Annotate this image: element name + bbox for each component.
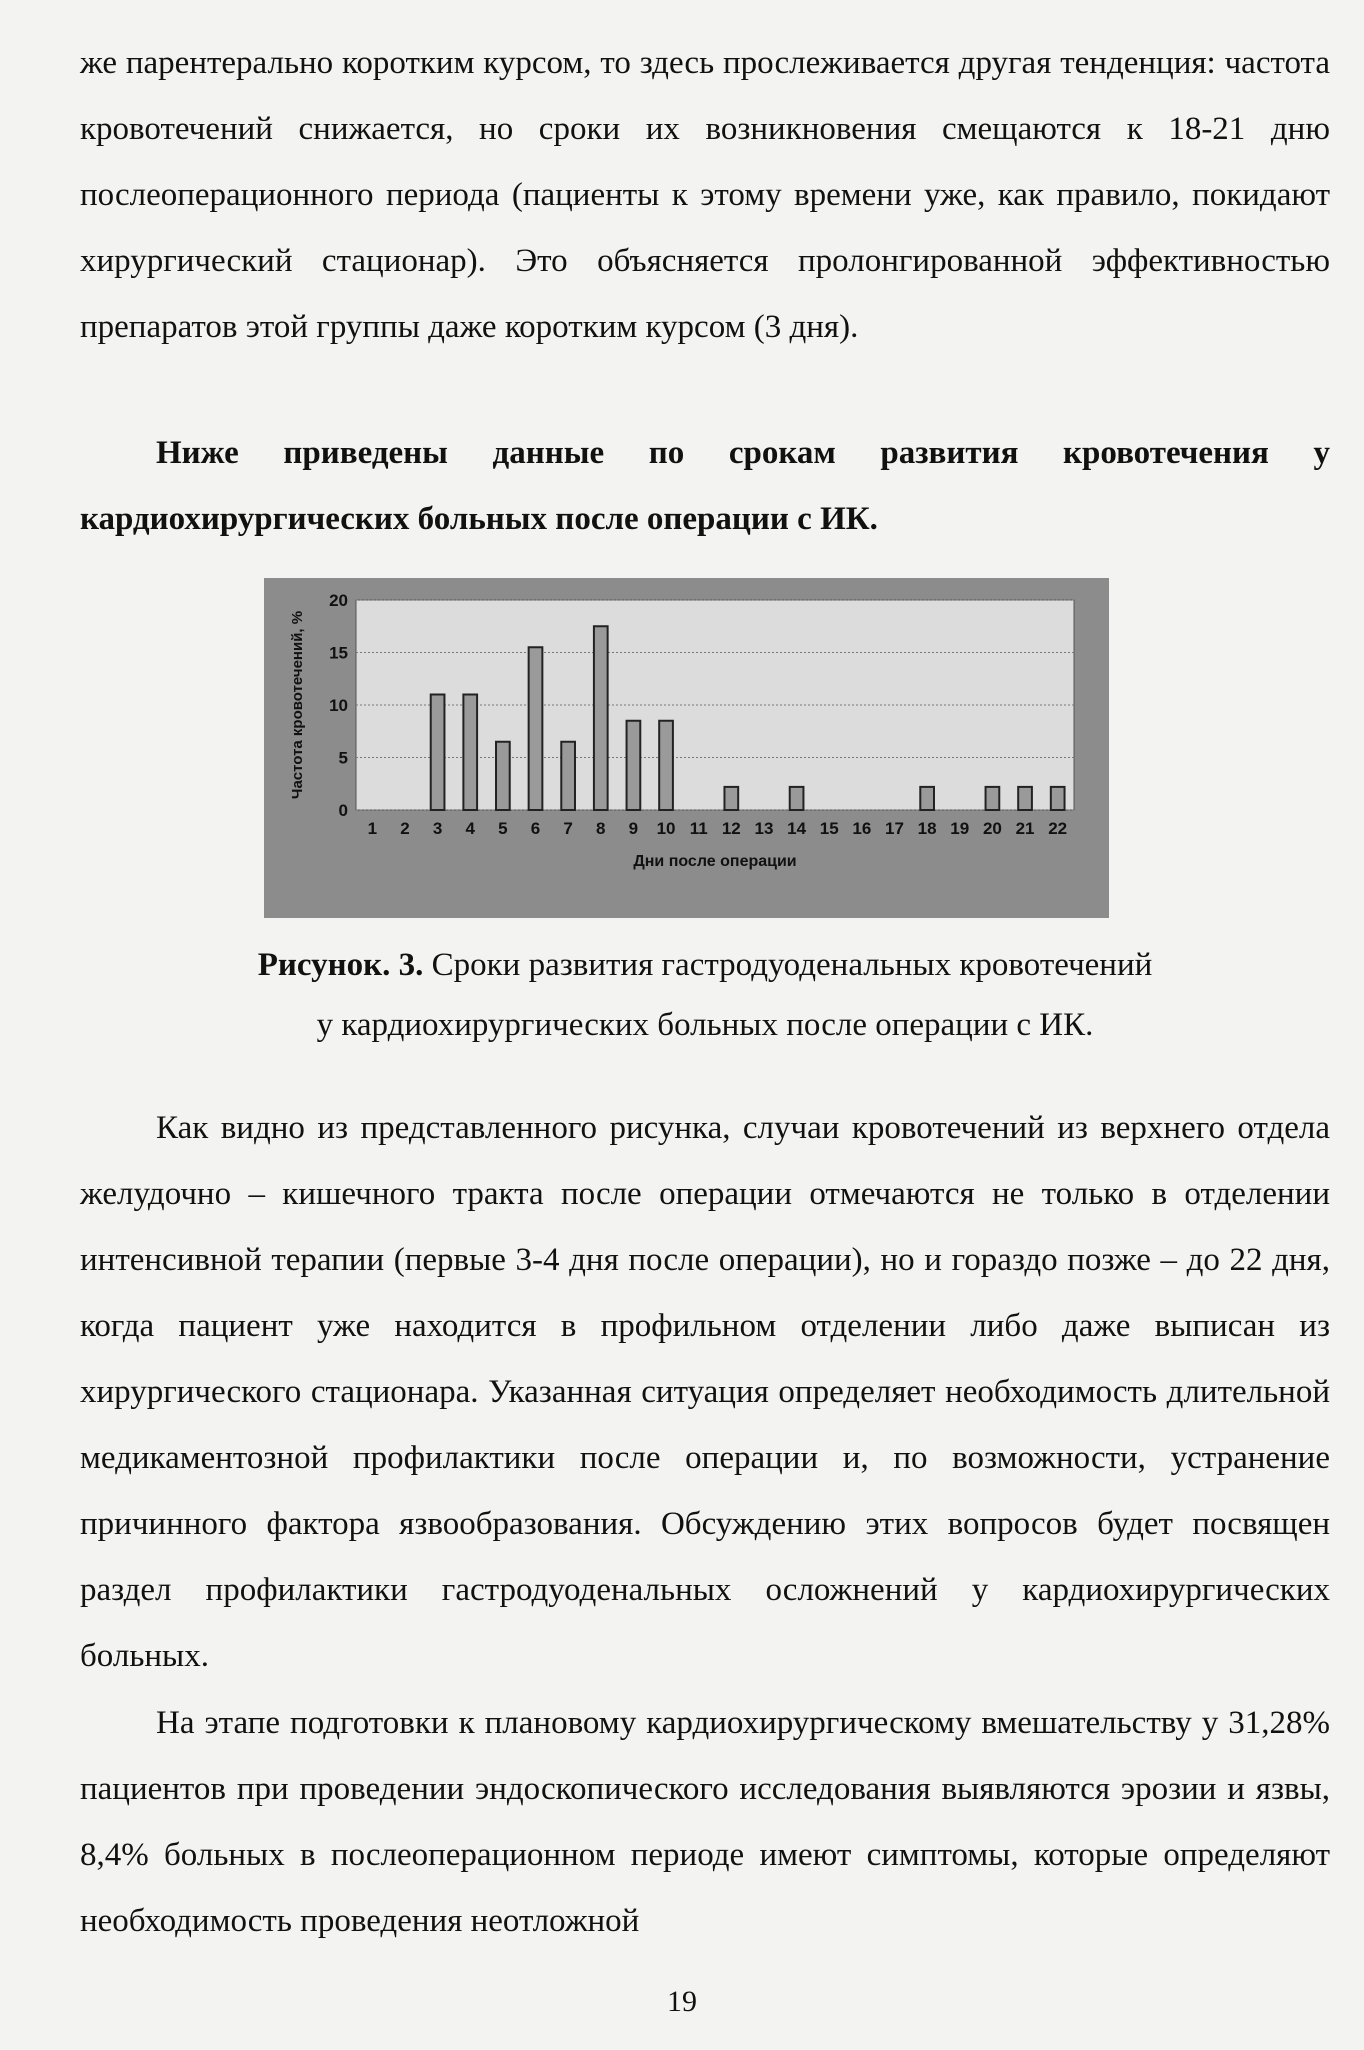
x-tick-label-4: 4: [465, 819, 475, 838]
x-tick-label-2: 2: [400, 819, 410, 838]
bar-day-5: [496, 742, 510, 810]
x-tick-label-22: 22: [1048, 819, 1068, 838]
x-tick-label-9: 9: [628, 819, 639, 838]
x-tick-label-1: 1: [367, 819, 378, 838]
paragraph-1: же парентерально коротким курсом, то здесь прослеживается другая тенденция: частота кровотечений снижается, но сроки их возникновения смещаются к 18-21 дню послеоперационного периода (пациенты к этому времени уже, как правило, покидают хирургический стационар). Это объясняется пролонгированной эффективностью препаратов этой группы даже коротким курсом (3 дня).: [80, 45, 1330, 345]
bar-day-3: [431, 695, 445, 811]
chart-svg: [264, 578, 1109, 918]
y-tick-label-0: 0: [338, 801, 348, 820]
bar-day-7: [561, 742, 575, 810]
x-tick-label-6: 6: [530, 819, 541, 838]
bar-day-12: [724, 787, 738, 810]
page-number: 19: [667, 1985, 697, 2018]
x-tick-label-3: 3: [432, 819, 443, 838]
x-tick-label-17: 17: [885, 819, 904, 838]
x-tick-label-19: 19: [950, 819, 970, 838]
x-tick-label-13: 13: [754, 819, 774, 838]
x-tick-label-12: 12: [721, 819, 741, 838]
x-tick-label-5: 5: [498, 819, 508, 838]
caption-line-2: у кардиохирургических больных после операции с ИК.: [316, 1007, 1094, 1043]
bar-day-10: [659, 721, 673, 810]
y-axis-label: Частота кровотечений, %: [289, 610, 306, 800]
x-tick-label-16: 16: [852, 819, 872, 838]
x-tick-label-11: 11: [689, 819, 708, 838]
y-tick-label-2: 10: [329, 696, 348, 715]
y-tick-label-4: 20: [329, 591, 348, 610]
x-tick-label-20: 20: [982, 819, 1002, 838]
figure-caption: [80, 935, 1330, 1055]
bar-day-18: [920, 787, 934, 810]
x-tick-label-7: 7: [563, 819, 573, 838]
x-tick-label-18: 18: [917, 819, 937, 838]
paragraph-3: Как видно из представленного рисунка, случаи кровотечений из верхнего отдела желудочно – кишечного тракта после операции отмечаются не только в отделении интенсивной терапии (первые 3-4 дня после операции), но и гораздо позже – до 22 дня, когда пациент уже находится в профильном отделении либо даже выписан из хирургического стационара. Указанная ситуация определяет необходимость длительной медикаментозной профилактики после операции и, по возможности, устранение причинного фактора язвообразования. Обсуждению этих вопросов будет посвящен раздел профилактики гастродуоденальных осложнений у кардиохирургических больных.: [80, 1110, 1330, 1674]
bleeding-timing-chart: [264, 578, 1109, 918]
caption-line-1: Сроки развития гастродуоденальных кровотечений: [431, 947, 1153, 983]
bar-day-22: [1051, 787, 1065, 810]
x-tick-label-8: 8: [596, 819, 606, 838]
paragraph-4: На этапе подготовки к плановому кардиохирургическому вмешательству у 31,28% пациентов при проведении эндоскопического исследования выявляются эрозии и язвы, 8,4% больных в послеоперационном периоде имеют симптомы, которые определяют необходимость проведения неотложной: [80, 1705, 1330, 1939]
y-tick-label-3: 15: [329, 643, 348, 663]
x-axis-label: Дни после операции: [633, 853, 797, 870]
caption-label: Рисунок. 3.: [257, 947, 424, 983]
x-tick-label-10: 10: [656, 819, 676, 838]
x-tick-label-15: 15: [819, 819, 839, 838]
bar-day-4: [463, 695, 477, 811]
bar-day-9: [627, 721, 641, 810]
x-tick-label-14: 14: [787, 819, 807, 838]
y-tick-label-1: 5: [338, 748, 348, 768]
bar-day-20: [986, 787, 1000, 810]
paragraph-2: Ниже приведены данные по срокам развития кровотечения у кардиохирургических больных после операции с ИК.: [80, 435, 1330, 537]
bar-day-14: [790, 787, 804, 810]
x-tick-label-21: 21: [1015, 819, 1035, 838]
bar-day-6: [529, 647, 543, 810]
bar-day-8: [594, 626, 608, 810]
bar-day-21: [1018, 787, 1032, 810]
